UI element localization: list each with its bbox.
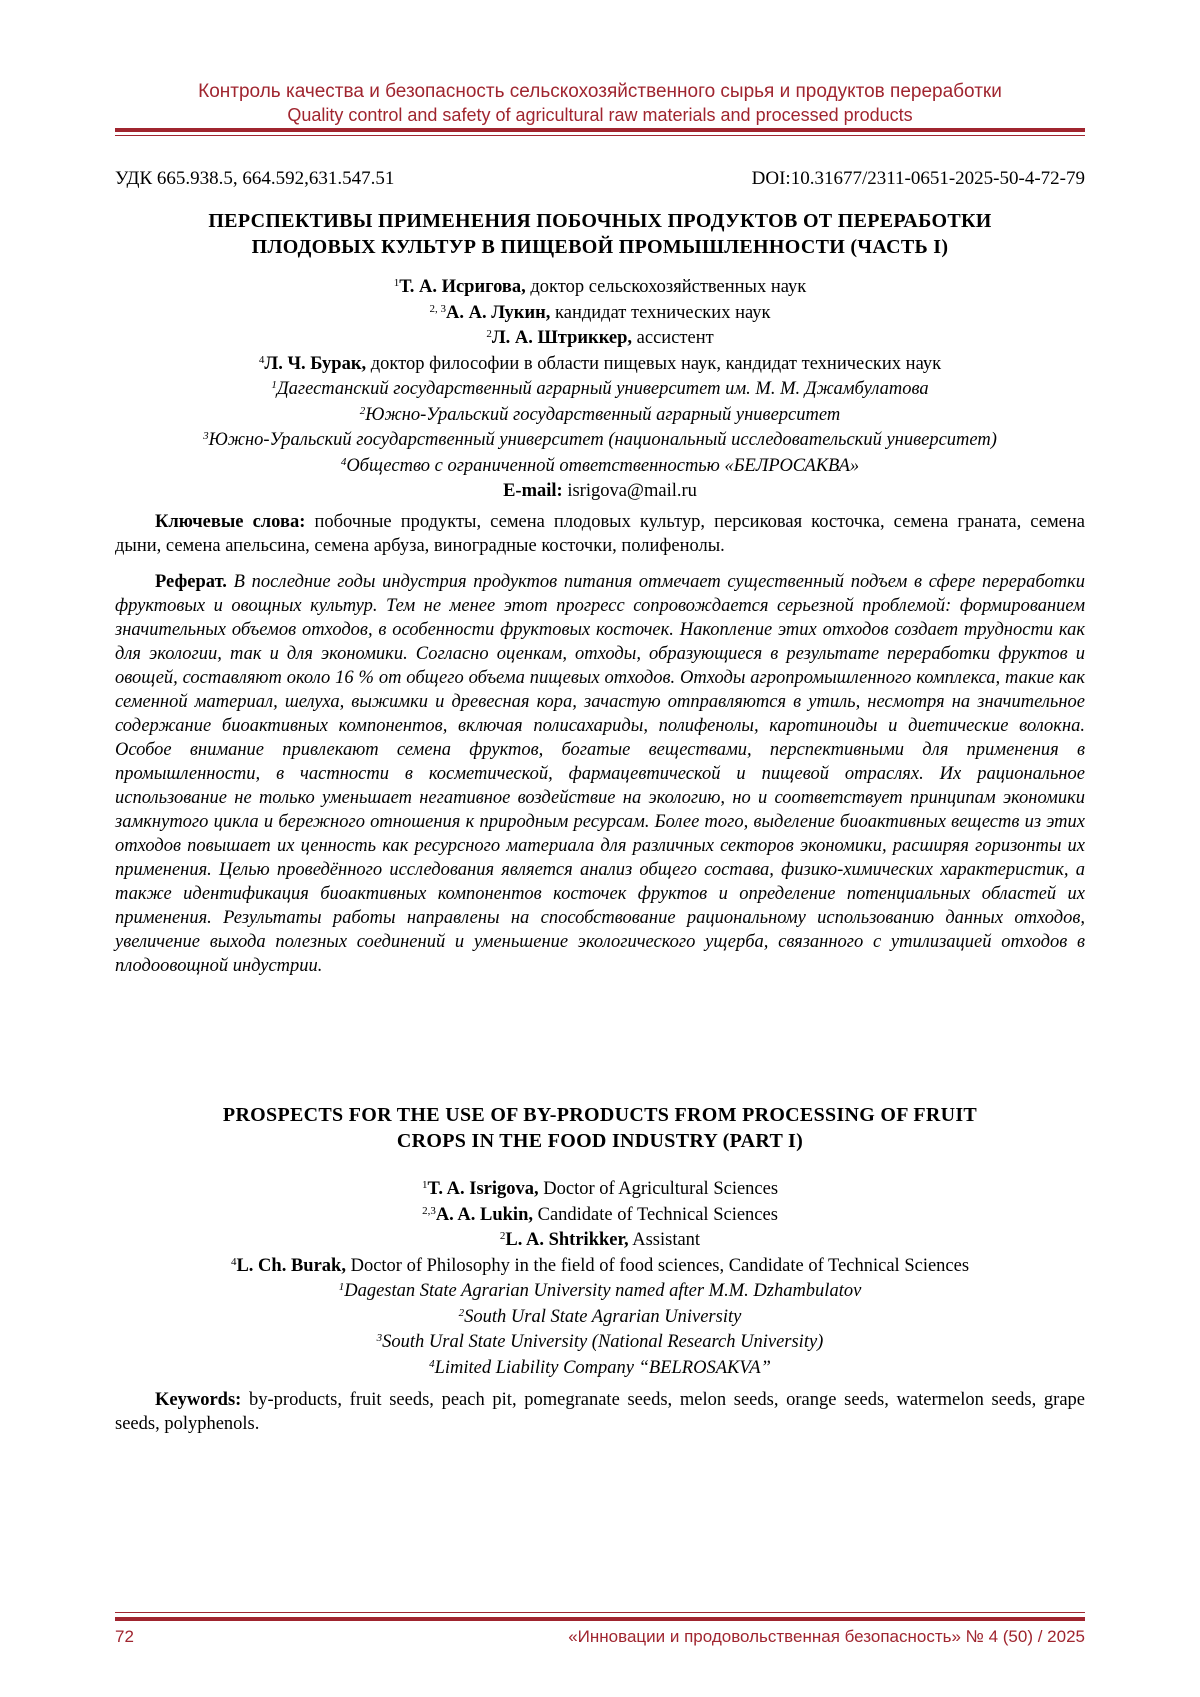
title-line: PROSPECTS FOR THE USE OF BY-PRODUCTS FROM PROCESSING OF FRUIT: [222, 1104, 978, 1126]
author-name: L. Ch. Burak,: [236, 1255, 346, 1276]
affiliation-line: [115, 454, 1085, 480]
author-degree: Assistant: [628, 1230, 701, 1250]
header-rule-thick: [115, 128, 1085, 132]
running-header-ru: Контроль качества и безопасность сельскохозяйственного сырья и продуктов переработки: [198, 81, 1002, 102]
keywords-label: Ключевые слова:: [155, 512, 306, 532]
keywords-en: [115, 1388, 1085, 1436]
affiliation-text: Limited Liability Company “BELROSAKVA”: [434, 1357, 771, 1378]
author-sup: 2: [499, 1230, 506, 1242]
header-rule-thin: [115, 135, 1085, 136]
author-sup: 4: [230, 1255, 237, 1268]
author-line: [115, 352, 1085, 378]
affiliation-line: [115, 403, 1085, 429]
affiliation-sup: 1: [338, 1281, 345, 1293]
affiliation-text: Южно-Уральский государственный аграрный университет: [365, 404, 841, 425]
affiliation-line: [115, 1330, 1085, 1356]
affiliation-line: [115, 428, 1085, 454]
footer-rule-thin: [115, 1612, 1085, 1613]
author-block-en: [115, 1177, 1085, 1381]
affiliation-sup: 3: [376, 1332, 383, 1344]
affiliation-text: Общество с ограниченной ответственностью «БЕЛРОСАКВА»: [346, 455, 860, 476]
author-name: Л. А. Штриккер,: [491, 328, 633, 348]
keywords-text: побочные продукты, семена плодовых культур, персиковая косточка, семена граната, семена дыни, семена апельсина, семена арбуза, виноградные косточки, полифенолы.: [115, 512, 1085, 556]
author-line: [115, 301, 1085, 327]
author-line: [115, 1254, 1085, 1280]
affiliation-line: [115, 1305, 1085, 1331]
author-sup: 2: [486, 328, 492, 340]
author-sup: 2, 3: [429, 302, 446, 315]
email-link[interactable]: isrigova@mail.ru: [562, 481, 697, 501]
author-line: [115, 275, 1085, 301]
author-name: Л. Ч. Бурак,: [264, 353, 367, 374]
udc-code: УДК 665.938.5, 664.592,631.547.51: [115, 168, 395, 189]
email-line: [115, 479, 1085, 505]
affiliation-sup: 4: [340, 455, 347, 468]
abstract-label: Реферат.: [155, 572, 227, 592]
author-line: [115, 1203, 1085, 1229]
affiliation-text: Дагестанский государственный аграрный университет им. М. М. Джамбулатова: [276, 379, 929, 399]
affiliation-text: Dagestan State Agrarian University named after M.M. Dzhambulatov: [344, 1281, 862, 1301]
affiliation-line: [115, 1279, 1085, 1305]
abstract-ru: [115, 570, 1085, 978]
title-line: CROPS IN THE FOOD INDUSTRY (PART I): [396, 1130, 804, 1152]
affiliation-sup: 3: [203, 430, 209, 442]
article-title-ru: [115, 208, 1085, 260]
article-title-en: [115, 1102, 1085, 1154]
doi: DOI:10.31677/2311-0651-2025-50-4-72-79: [751, 168, 1085, 189]
affiliation-text: South Ural State University (National Research University): [382, 1332, 824, 1352]
keywords-ru: [115, 510, 1085, 558]
affiliation-sup: 1: [271, 379, 277, 391]
running-header: [0, 80, 1200, 126]
affiliation-sup: 4: [429, 1357, 435, 1370]
author-degree: доктор сельскохозяйственных наук: [525, 277, 807, 297]
author-block-ru: [115, 275, 1085, 505]
author-sup: 1: [393, 277, 400, 289]
footer-rule-thick: [115, 1617, 1085, 1621]
author-sup: 4: [258, 353, 265, 366]
author-line: [115, 1228, 1085, 1254]
affiliation-sup: 2: [359, 404, 366, 417]
abstract-text: В последние годы индустрия продуктов питания отмечает существенный подъем в сфере переработки фруктовых и овощных культур. Тем не менее этот прогресс сопровождается серьезной проблемой: формированием значительных объемов отходов, в особенности фруктовых косточек. Накопление этих отходов создает трудности как для экологии, так и для экономики. Согласно оценкам, отходы, образующиеся в результате переработки фруктов и овощей, составляют около 16 % от общего объема пищевых отходов. Отходы агропромышленного комплекса, такие как семенной материал, шелуха, выжимки и древесная кора, зачастую отправляются в утиль, несмотря на значительное содержание биоактивных компонентов, включая полисахариды, полифенолы, каротиноиды и диетические волокна. Особое внимание привлекают семена фруктов, богатые веществами, перспективными для применения в промышленности, в частности в косметической, фармацевтической и пищевой отраслях. Их рациональное использование не только уменьшает негативное воздействие на экологию, но и соответствует принципам экономики замкнутого цикла и бережного отношения к природным ресурсам. Более того, выделение биоактивных веществ из этих отходов повышает их ценность как ресурсного материала для различных секторов экономики, расширяя горизонты их применения. Целью проведённого исследования является анализ общего состава, физико-химических характеристик, а также идентификация биоактивных компонентов косточек фруктов и определение потенциальных областей их применения. Результаты работы направлены на способствование рациональному использованию данных отходов, увеличение выхода полезных соединений и уменьшение экологического ущерба, связанного с утилизацией отходов в плодоовощной индустрии.: [115, 572, 1085, 976]
author-degree: Candidate of Technical Sciences: [532, 1204, 778, 1225]
affiliation-text: Южно-Уральский государственный университет (национальный исследовательский университет): [208, 430, 997, 450]
title-line: ПЕРСПЕКТИВЫ ПРИМЕНЕНИЯ ПОБОЧНЫХ ПРОДУКТОВ ОТ ПЕРЕРАБОТКИ: [208, 210, 992, 232]
author-line: [115, 1177, 1085, 1203]
running-header-en: Quality control and safety of agricultural raw materials and processed products: [287, 105, 913, 125]
affiliation-text: South Ural State Agrarian University: [464, 1306, 742, 1327]
title-line: ПЛОДОВЫХ КУЛЬТУР В ПИЩЕВОЙ ПРОМЫШЛЕННОСТИ (ЧАСТЬ I): [251, 236, 949, 258]
author-degree: Doctor of Philosophy in the field of food sciences, Candidate of Technical Sciences: [345, 1255, 970, 1276]
author-degree: ассистент: [632, 328, 714, 348]
author-name: T. A. Isrigova,: [427, 1179, 539, 1199]
author-degree: Doctor of Agricultural Sciences: [538, 1179, 779, 1199]
author-name: А. А. Лукин,: [446, 302, 551, 323]
author-line: [115, 326, 1085, 352]
author-degree: доктор философии в области пищевых наук, кандидат технических наук: [366, 353, 942, 374]
author-name: Т. А. Исригова,: [399, 277, 526, 297]
email-label: E-mail:: [503, 481, 563, 501]
author-name: A. A. Lukin,: [435, 1204, 533, 1225]
keywords-text: by-products, fruit seeds, peach pit, pomegranate seeds, melon seeds, orange seeds, watermelon seeds, grape seeds, polyphenols.: [115, 1390, 1085, 1434]
journal-name: «Инновации и продовольственная безопасность» № 4 (50) / 2025: [568, 1627, 1085, 1646]
keywords-label: Keywords:: [155, 1390, 242, 1410]
affiliation-sup: 2: [458, 1306, 465, 1319]
author-name: L. A. Shtrikker,: [505, 1230, 629, 1250]
affiliation-line: [115, 377, 1085, 403]
author-sup: 1: [421, 1179, 428, 1191]
affiliation-line: [115, 1356, 1085, 1382]
page-number: 72: [115, 1627, 134, 1646]
author-degree: кандидат технических наук: [550, 302, 771, 323]
author-sup: 2,3: [422, 1204, 436, 1217]
